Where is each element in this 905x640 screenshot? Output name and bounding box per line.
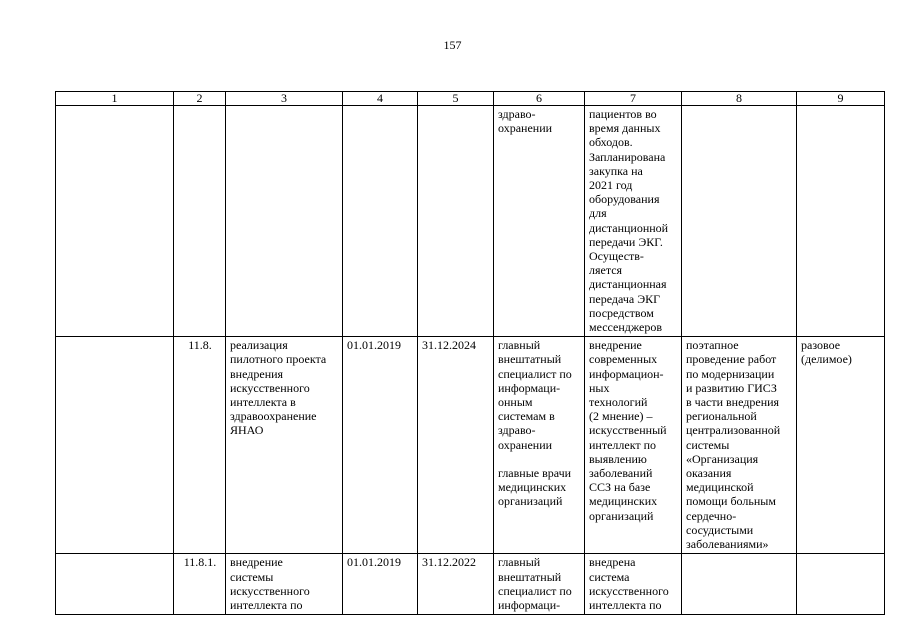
- end-date: 31.12.2024: [418, 337, 494, 554]
- cell-line: ляется: [589, 263, 623, 278]
- cell-line: современных: [589, 352, 658, 367]
- cell-line: интеллекта по: [589, 597, 662, 612]
- cell-line: здравоохранение: [230, 409, 317, 424]
- end-date: 31.12.2022: [418, 554, 494, 615]
- column-number-row: [56, 92, 885, 106]
- cell-line: организаций: [589, 508, 654, 523]
- cell-line: главные врачи: [498, 466, 572, 481]
- cell-line: внештатный: [498, 569, 562, 584]
- cell-line: оказания: [686, 466, 732, 481]
- result-cell: [585, 337, 682, 554]
- cell-line: онным: [498, 395, 533, 410]
- table-cell: [174, 106, 226, 337]
- cell-line: пилотного проекта: [230, 352, 327, 367]
- cell-line: региональной: [686, 409, 757, 424]
- cell-line: дистанционной: [589, 220, 669, 235]
- cell-line: информацион-: [589, 366, 664, 381]
- cell-line: сердечно-: [686, 508, 737, 523]
- activity-cell: [226, 337, 343, 554]
- cell-line: «Организация: [686, 451, 759, 466]
- cell-line: сосудистыми: [686, 522, 754, 537]
- cell-line: проведение работ: [686, 352, 777, 367]
- cell-line: внештатный: [498, 352, 562, 367]
- cell-line: внедрение: [589, 338, 642, 353]
- table-cell: [226, 106, 343, 337]
- cell-line: внедрена: [589, 555, 636, 570]
- cell-line: пациентов во: [589, 107, 657, 121]
- cell-line: ЯНАО: [230, 423, 264, 438]
- column-number: 3: [226, 92, 343, 106]
- cell-line: по модернизации: [686, 366, 775, 381]
- column-number: 9: [797, 92, 885, 106]
- column-number: 6: [494, 92, 585, 106]
- table-cell: [418, 106, 494, 337]
- cell-line: внедрения: [230, 366, 284, 381]
- cell-line: в части внедрения: [686, 395, 780, 410]
- table-cell: [797, 554, 885, 615]
- cell-line: помощи больным: [686, 494, 776, 509]
- cell-line: система: [589, 569, 630, 584]
- cell-line: специалист по: [498, 366, 572, 381]
- table-cell: [343, 106, 418, 337]
- item-number: 11.8.: [174, 337, 226, 554]
- cell-line: оборудования: [589, 192, 660, 207]
- cell-line: охранении: [498, 437, 553, 452]
- cell-line: здраво-: [498, 107, 536, 121]
- cell-line: заболеваниями»: [686, 537, 769, 552]
- document-table: [55, 91, 885, 615]
- cell-line: интеллекта по: [230, 597, 303, 612]
- cell-line: организаций: [498, 494, 563, 509]
- responsible-cell: [494, 554, 585, 615]
- cell-line: интеллект по: [589, 437, 657, 452]
- responsible-cell: [494, 106, 585, 337]
- cell-line: искусственного: [589, 583, 669, 598]
- table-cell: [682, 554, 797, 615]
- cell-line: для: [589, 206, 607, 221]
- result-cell: [585, 106, 682, 337]
- cell-line: централизованной: [686, 423, 781, 438]
- column-number: 2: [174, 92, 226, 106]
- cell-line: дистанционная: [589, 277, 667, 292]
- table-row: [56, 106, 885, 337]
- cell-line: охранении: [498, 121, 553, 136]
- cell-line: Осуществ-: [589, 249, 644, 264]
- cell-line: главный: [498, 555, 541, 570]
- cell-line: информаци-: [498, 380, 561, 395]
- cell-line: специалист по: [498, 583, 572, 598]
- table-cell: [56, 106, 174, 337]
- table-cell: [797, 106, 885, 337]
- cell-line: здраво-: [498, 423, 536, 438]
- cell-line: Запланирована: [589, 149, 666, 164]
- cell-line: разовое: [801, 338, 841, 353]
- cell-line: системы: [686, 437, 730, 452]
- column-number: 4: [343, 92, 418, 106]
- cell-line: посредством: [589, 305, 654, 320]
- column-number: 5: [418, 92, 494, 106]
- cell-line: ССЗ на базе: [589, 480, 651, 495]
- cell-line: внедрение: [230, 555, 283, 570]
- activity-cell: [226, 554, 343, 615]
- table-cell: [56, 554, 174, 615]
- cell-line: (делимое): [801, 352, 852, 367]
- responsible-cell: [494, 337, 585, 554]
- cell-line: мессенджеров: [589, 320, 662, 335]
- column-number: 8: [682, 92, 797, 106]
- cell-line: искусственный: [589, 423, 667, 438]
- page-number: 157: [443, 38, 462, 52]
- table-row: [56, 554, 885, 615]
- cell-line: ных: [589, 380, 610, 395]
- table-row: [56, 337, 885, 554]
- column-number: 7: [585, 92, 682, 106]
- cell-line: интеллекта в: [230, 395, 296, 410]
- cell-line: искусственного: [230, 380, 310, 395]
- cell-line: закупка на: [589, 163, 643, 178]
- cell-line: (2 мнение) –: [589, 409, 653, 424]
- cell-line: искусственного: [230, 583, 310, 598]
- cell-line: заболеваний: [589, 466, 653, 481]
- column-number: 1: [56, 92, 174, 106]
- cell-line: системам в: [498, 409, 555, 424]
- start-date: 01.01.2019: [343, 337, 418, 554]
- cell-line: технологий: [589, 395, 648, 410]
- result-cell: [585, 554, 682, 615]
- cell-line: передачи ЭКГ.: [589, 234, 663, 249]
- table-cell: [56, 337, 174, 554]
- type-cell: [797, 337, 885, 554]
- cell-line: обходов.: [589, 135, 633, 150]
- description-cell: [682, 337, 797, 554]
- cell-line: реализация: [230, 338, 288, 353]
- cell-line: выявлению: [589, 451, 647, 466]
- cell-line: время данных: [589, 121, 661, 136]
- cell-line: поэтапное: [686, 338, 739, 353]
- cell-line: и развитию ГИСЗ: [686, 380, 777, 395]
- cell-line: медицинской: [686, 480, 754, 495]
- cell-line: системы: [230, 569, 274, 584]
- start-date: 01.01.2019: [343, 554, 418, 615]
- cell-line: медицинских: [498, 480, 567, 495]
- cell-line: 2021 год: [589, 178, 633, 193]
- cell-line: передача ЭКГ: [589, 291, 661, 306]
- item-number: 11.8.1.: [174, 554, 226, 615]
- cell-line: информаци-: [498, 597, 561, 612]
- cell-line: медицинских: [589, 494, 658, 509]
- table-cell: [682, 106, 797, 337]
- cell-line: главный: [498, 338, 541, 353]
